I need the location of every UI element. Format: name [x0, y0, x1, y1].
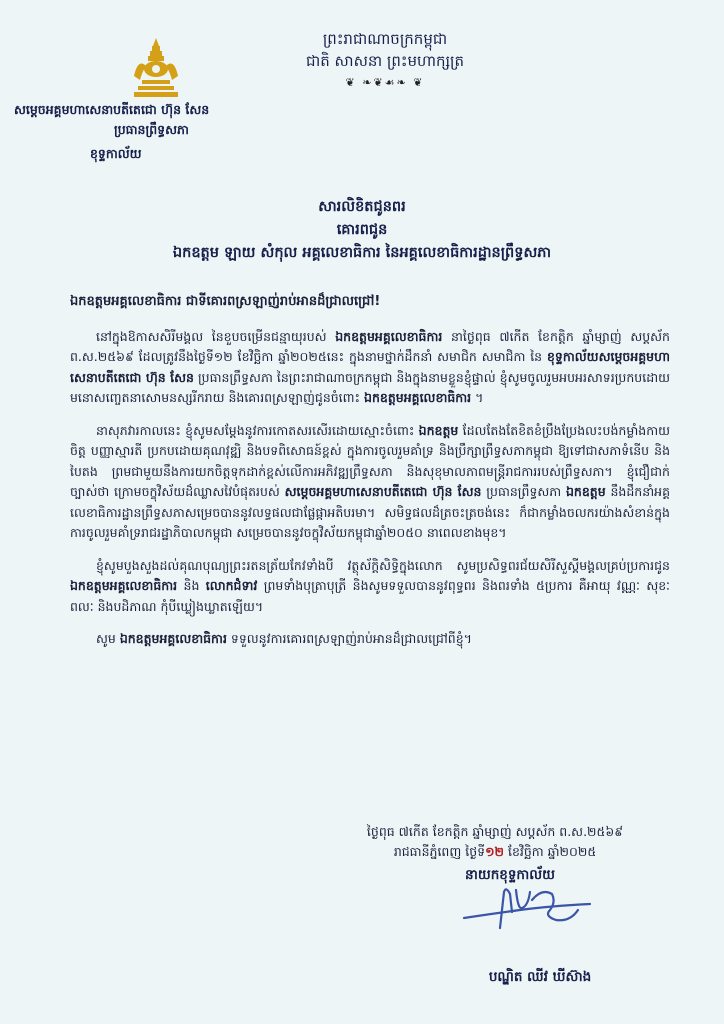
- text: សូម: [96, 631, 120, 646]
- text: ខែវិច្ឆិកា ឆ្នាំ២០២៥: [504, 844, 597, 859]
- signer-name: បណ្ឌិត ឈីវ ឃីស៊ាង: [488, 969, 592, 985]
- cabinet-label: ខុទ្ទកាល័យ: [90, 146, 142, 161]
- lunar-date: ថ្ងៃពុធ ៧កើត ខែកត្តិក ឆ្នាំម្សាញ់ សប្តស័ក ព.ស.២៥៦៩: [366, 824, 624, 839]
- text: នាសុភវារកាលនេះ ខ្ញុំសូមសម្ដែងនូវការកោតសរសើរដោយស្មោះចំពោះ: [96, 422, 419, 438]
- text: ប្រធានព្រឹទ្ធសភា នៃព្រះរាជាណាចក្រកម្ពុជា និងក្នុងនាមខ្លួនខ្ញុំផ្ទាល់ ខ្ញុំសូមចូលរួមអបអរសាទរប្រកបដោយមនោសញ្ចេតនាសោមនស្សរីករាយ និងគោរពស្រឡាញ់ជូនចំពោះ: [70, 369, 670, 405]
- handwritten-signature: [460, 880, 600, 940]
- text: នឹងដឹកនាំអគ្គលេខាធិការដ្ឋានព្រឹទ្ធសភាសម្រេចបាននូវលទ្ធផលជាផ្លែផ្កាអតិបរមា។ សមិទ្ធផលដ៏ត្រចះត្រចង់នេះ ក៏ជាកម្លាំងចលករយ៉ាងសំខាន់ក្នុងការចូលរួមគាំទ្ររាជរដ្ឋាភិបាលកម្ពុជា សម្រេចបាននូវចក្ខុវិស័យកម្ពុជាឆ្នាំ២០៥០ នាពេលខាងមុខ។: [70, 484, 671, 540]
- text: ព្រមទាំងបុត្រាបុត្រី និងសូមទទួលបាននូវពុទ្ធពរ និងពរទាំង ៥ប្រការ គឺអាយុ វណ្ណៈ សុខៈ ពលៈ និងបដិភាណ កុំបីឃ្លៀងឃ្លាតឡើយ។: [70, 578, 670, 614]
- date-block: [300, 822, 690, 862]
- text: រាជធានីភ្នំពេញ ថ្ងៃទី: [393, 844, 486, 859]
- kingdom-line2: ជាតិ សាសនា ព្រះមហាក្សត្រ: [305, 52, 465, 70]
- text-bold: ឯកឧត្តមអគ្គលេខាធិការ: [119, 631, 227, 646]
- text-bold: ឯកឧត្តមអគ្គលេខាធិការ: [70, 578, 178, 593]
- solar-date: [300, 842, 690, 862]
- text: និង: [177, 578, 206, 593]
- title-recipient: ឯកឧត្តម ឡាយ សំកុល អគ្គលេខាធិការ នៃអគ្គលេខាធិការដ្ឋានព្រឹទ្ធសភា: [172, 245, 552, 261]
- header-ornament: ❦ ❧❦☙❧ ❦: [345, 76, 425, 89]
- president-name: សម្ដេចអគ្គមហាសេនាបតីតេជោ ហ៊ុន សែន: [14, 102, 210, 117]
- text-bold: ឯកឧត្តម: [566, 484, 606, 499]
- letter-body: [70, 292, 670, 662]
- paragraph-3: [70, 556, 670, 618]
- kingdom-header: [250, 28, 520, 94]
- text-bold: ឯកឧត្តម: [418, 422, 459, 438]
- text: ខ្ញុំសូមបួងសួងដល់គុណបុណ្យព្រះរតនត្រ័យកែវទាំងបី វត្ថុស័ក្ដិសិទ្ធិក្នុងលោក សូមប្រសិទ្ធពរជ័យសិរីសួស្ដីមង្គលគ្រប់ប្រការជូន: [96, 557, 670, 573]
- text-bold: ឯកឧត្តមអគ្គលេខាធិការ: [335, 328, 443, 344]
- text-bold: ខុទ្ទកាល័យសម្ដេចអគ្គមហាសេនាបតីតេជោ ហ៊ុន សែន: [70, 349, 670, 385]
- senate-emblem-icon: [128, 36, 184, 100]
- letter-titles: [40, 196, 684, 265]
- title-respect: គោរពជូន: [336, 222, 388, 238]
- text: ។: [471, 390, 484, 405]
- text-bold: សម្ដេចអគ្គមហាសេនាបតីតេជោ ហ៊ុន សែន: [284, 484, 482, 499]
- text-bold: លោកជំទាវ: [205, 578, 258, 593]
- text: ទទួលនូវការគោរពស្រឡាញ់រាប់អានដ៏ជ្រាលជ្រៅពីខ្ញុំ។: [226, 631, 472, 646]
- text: ដែលតែងតែខិតខំប្រឹងប្រែងលះបង់កម្លាំងកាយចិត្ត បញ្ញាស្មារតី ប្រកបដោយគុណវុឌ្ឍិ និងបទពិសោធន៍ខ្ពស់ ក្នុងការចូលរួមគាំទ្រ និងប្រឹក្សាព្រឹទ្ធសភាកម្ពុជា ឱ្យទៅជាសភាទំនើប និងបៃតង ព្រមជាមួយនឹងការយកចិត្តទុកដាក់ខ្ពស់លើការអភិវឌ្ឍព្រឹទ្ធសភា និងសុខុមាលភាពមន្ត្រីរាជការរបស់ព្រឹទ្ធសភា។ ខ្ញុំជឿជាក់ច្បាស់ថា ក្រោមចក្ខុវិស័យដ៏ឈ្លាសវៃបំផុតរបស់: [70, 422, 670, 499]
- text: ប្រធានព្រឹទ្ធសភា: [481, 484, 566, 499]
- paragraph-1: [70, 327, 670, 409]
- salutation: ឯកឧត្តមអគ្គលេខាធិការ ជាទីគោរពស្រឡាញ់រាប់អានដ៏ជ្រាលជ្រៅ!: [70, 294, 381, 309]
- office-block: [14, 100, 314, 164]
- text-bold: ឯកឧត្តមអគ្គលេខាធិការ: [364, 390, 472, 405]
- text: នៅក្នុងឱកាសសិរីមង្គល នៃខួបចម្រើនជន្មាយុរបស់: [96, 328, 336, 344]
- paragraph-2: [70, 421, 670, 544]
- title-letter: សារលិខិតជូនពរ: [318, 199, 406, 215]
- date-day: ១២: [485, 844, 504, 859]
- paragraph-closing: [70, 629, 670, 650]
- president-title: ប្រធានព្រឹទ្ធសភា: [114, 122, 189, 137]
- kingdom-line1: ព្រះរាជាណាចក្រកម្ពុជា: [322, 30, 448, 48]
- text: នាថ្ងៃពុធ ៧កើត ខែកត្តិក ឆ្នាំម្សាញ់ សប្តស័ក ព.ស.២៥៦៩ ដែលត្រូវនឹងថ្ងៃទី១២ ខែវិច្ឆិកា ឆ្នាំ២០២៥នេះ ក្នុងនាមថ្នាក់ដឹកនាំ សមាជិក សមាជិកា នៃ: [70, 328, 670, 364]
- signer-role: នាយកខុទ្ទកាល័យ: [465, 867, 555, 883]
